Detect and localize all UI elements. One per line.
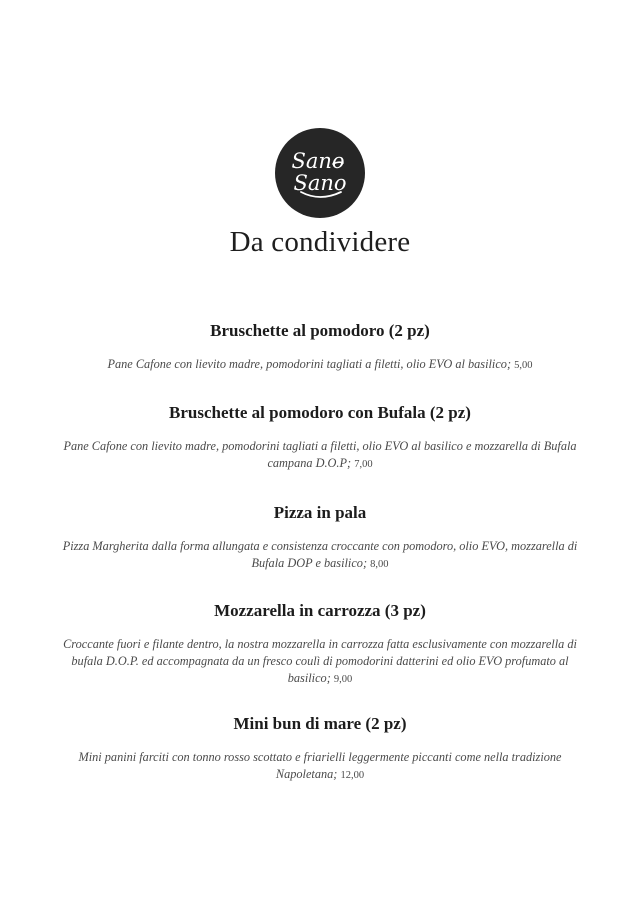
menu-item-price: 9,00 [333, 674, 353, 685]
menu-item-description-text: Mini panini farciti con tonno rosso scottato e friarielli leggermente piccanti come nella tradizione Napoletana; [78, 750, 562, 781]
page-title: Da condividere [229, 226, 411, 258]
menu-item [60, 320, 580, 374]
menu-item-description [60, 538, 580, 573]
menu-item-price: 5,00 [514, 360, 533, 371]
menu-item-name: Bruschette al pomodoro con Bufala (2 pz) [169, 403, 471, 422]
menu-item-description [60, 636, 580, 688]
menu-item-name: Mini bun di mare (2 pz) [233, 714, 407, 733]
menu-item [60, 600, 580, 688]
menu-item-name: Bruschette al pomodoro (2 pz) [210, 321, 430, 340]
menu-item [60, 402, 580, 473]
menu-item [60, 502, 580, 573]
menu-item-description-text: Pane Cafone con lievito madre, pomodorini tagliati a filetti, olio EVO al basilico e mozzarella di Bufala campana D.O.P; [63, 439, 577, 470]
menu-item-description-text: Croccante fuori e filante dentro, la nostra mozzarella in carrozza fatta esclusivamente con mozzarella di bufala D.O.P. ed accompagnata da un fresco coulì di pomodorini datterini ed olio EVO profumato al basilico; [63, 637, 577, 685]
menu-item-price: 7,00 [354, 459, 373, 470]
menu-item-name: Pizza in pala [273, 503, 367, 522]
menu-item-price: 12,00 [340, 770, 365, 781]
menu-item-description-text: Pane Cafone con lievito madre, pomodorini tagliati a filetti, olio EVO al basilico; [107, 357, 512, 371]
sano-sano-logo [275, 128, 365, 218]
menu-item-name: Mozzarella in carrozza (3 pz) [214, 601, 426, 620]
menu-item-description [60, 356, 580, 374]
menu-item-description-text: Pizza Margherita dalla forma allungata e consistenza croccante con pomodoro, olio EVO, mozzarella di Bufala DOP e basilico; [62, 539, 578, 570]
menu-item-price: 8,00 [370, 559, 389, 570]
svg-text:Sano: Sano [293, 171, 347, 195]
svg-text:Sano: Sano [291, 149, 345, 173]
menu-item-description [60, 438, 580, 473]
menu-item [60, 713, 580, 784]
menu-item-description [60, 749, 580, 784]
